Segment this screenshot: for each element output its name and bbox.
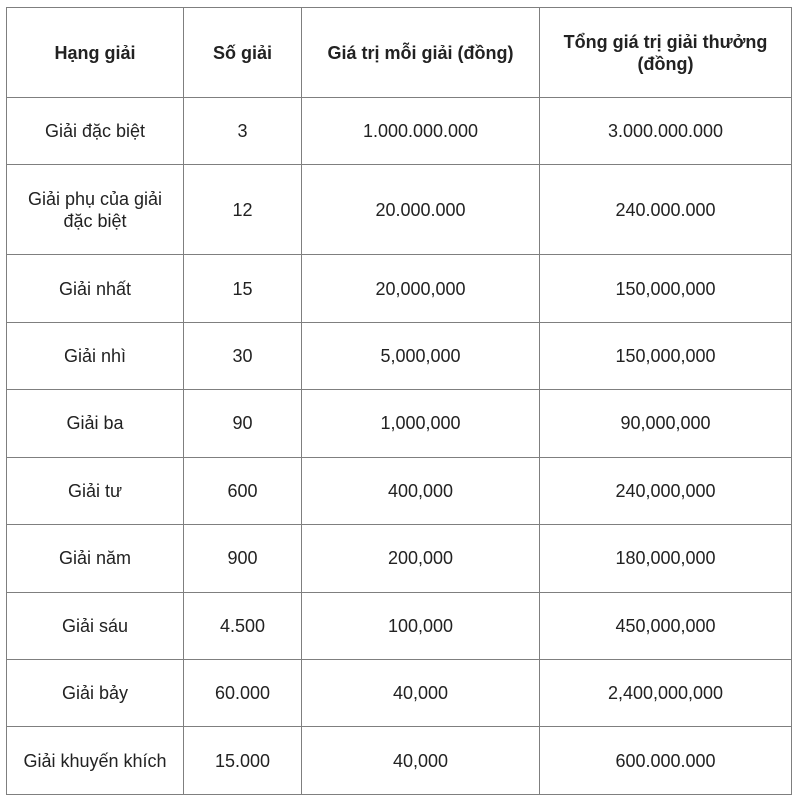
cell-rank: Giải sáu	[7, 592, 184, 659]
cell-value-each: 5,000,000	[302, 322, 540, 389]
cell-total-value: 90,000,000	[540, 390, 792, 457]
cell-total-value: 150,000,000	[540, 255, 792, 322]
cell-value-each: 400,000	[302, 457, 540, 524]
cell-count: 15.000	[184, 727, 302, 795]
cell-rank: Giải ba	[7, 390, 184, 457]
table-row	[7, 165, 792, 255]
cell-value-each: 1.000.000.000	[302, 98, 540, 165]
header-total-value: Tổng giá trị giải thưởng (đồng)	[540, 8, 792, 98]
cell-count: 4.500	[184, 592, 302, 659]
cell-total-value: 3.000.000.000	[540, 98, 792, 165]
cell-count: 60.000	[184, 659, 302, 726]
table-row	[7, 98, 792, 165]
cell-rank: Giải nhất	[7, 255, 184, 322]
cell-rank: Giải tư	[7, 457, 184, 524]
table-row	[7, 525, 792, 592]
cell-rank: Giải bảy	[7, 659, 184, 726]
cell-value-each: 40,000	[302, 659, 540, 726]
cell-count: 600	[184, 457, 302, 524]
header-value-each: Giá trị mỗi giải (đồng)	[302, 8, 540, 98]
cell-total-value: 150,000,000	[540, 322, 792, 389]
cell-value-each: 20.000.000	[302, 165, 540, 255]
table-row	[7, 390, 792, 457]
cell-count: 15	[184, 255, 302, 322]
table-row	[7, 457, 792, 524]
prize-table	[6, 7, 792, 795]
cell-total-value: 180,000,000	[540, 525, 792, 592]
table-row	[7, 659, 792, 726]
cell-rank: Giải đặc biệt	[7, 98, 184, 165]
cell-rank: Giải khuyến khích	[7, 727, 184, 795]
cell-value-each: 1,000,000	[302, 390, 540, 457]
prize-table-container	[6, 7, 791, 795]
cell-value-each: 20,000,000	[302, 255, 540, 322]
cell-total-value: 240,000,000	[540, 457, 792, 524]
cell-value-each: 200,000	[302, 525, 540, 592]
table-header-row	[7, 8, 792, 98]
table-row	[7, 255, 792, 322]
cell-total-value: 2,400,000,000	[540, 659, 792, 726]
cell-total-value: 600.000.000	[540, 727, 792, 795]
header-count: Số giải	[184, 8, 302, 98]
cell-count: 12	[184, 165, 302, 255]
cell-rank: Giải năm	[7, 525, 184, 592]
cell-total-value: 240.000.000	[540, 165, 792, 255]
cell-value-each: 100,000	[302, 592, 540, 659]
cell-count: 3	[184, 98, 302, 165]
cell-count: 30	[184, 322, 302, 389]
header-rank: Hạng giải	[7, 8, 184, 98]
cell-count: 90	[184, 390, 302, 457]
table-row	[7, 727, 792, 795]
cell-count: 900	[184, 525, 302, 592]
cell-rank: Giải nhì	[7, 322, 184, 389]
cell-value-each: 40,000	[302, 727, 540, 795]
table-row	[7, 592, 792, 659]
table-row	[7, 322, 792, 389]
cell-total-value: 450,000,000	[540, 592, 792, 659]
cell-rank: Giải phụ của giải đặc biệt	[7, 165, 184, 255]
